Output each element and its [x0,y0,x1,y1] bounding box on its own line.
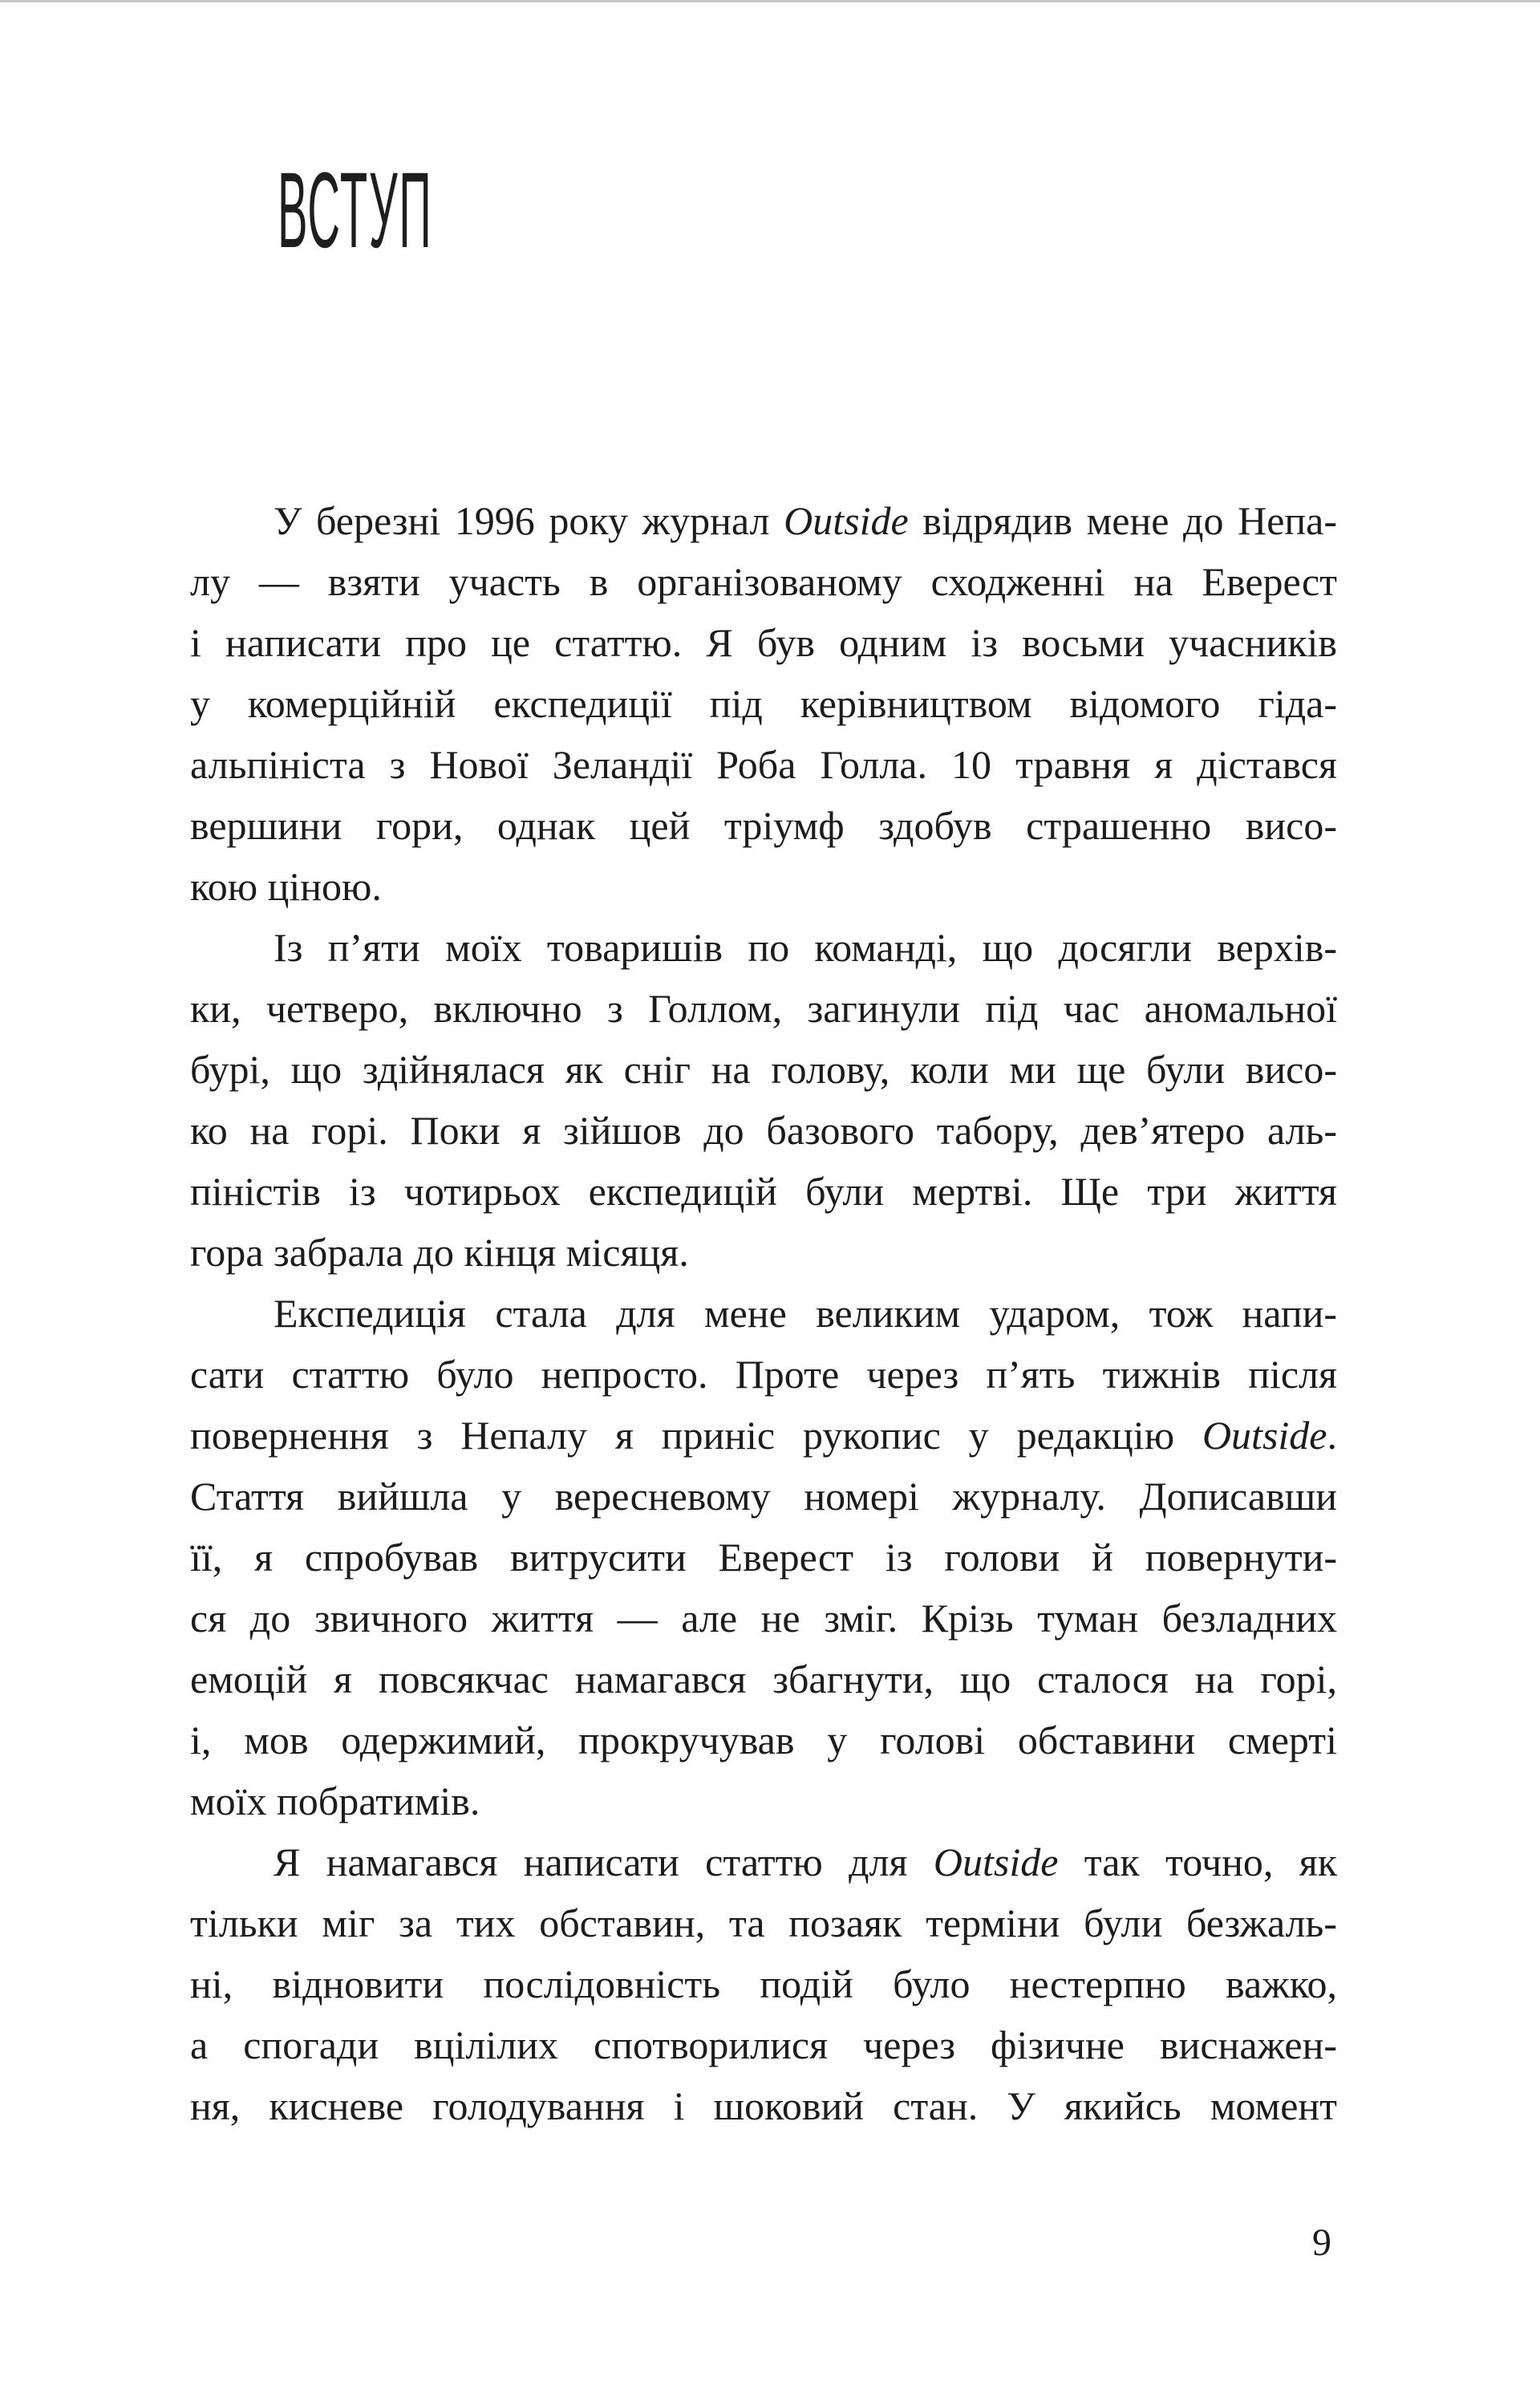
text-line [190,1527,1337,1588]
text-line [190,1039,1337,1100]
text-segment: бурі, що здійнялася як сніг на голову, коли ми ще були висо- [190,1047,1337,1092]
text-segment: У березні 1996 року журнал [274,498,784,543]
text-line [190,1100,1337,1161]
page-top-border [0,0,1540,2]
text-line [190,551,1337,612]
text-line [190,917,1337,978]
text-line [190,734,1337,795]
italic-text: Outside [933,1839,1059,1884]
paragraph [190,917,1337,1283]
text-segment: і написати про це статтю. Я був одним із восьми учасників [190,620,1337,665]
chapter-title: ВСТУП [278,151,433,270]
text-segment: кою ціною. [190,864,382,909]
paragraph [190,1831,1337,2136]
text-segment: ки, четверо, включно з Голлом, загинули під час аномальної [190,986,1337,1031]
text-line [190,1344,1337,1405]
text-segment: повернення з Непалу я приніс рукопис у редакцію [190,1413,1202,1458]
text-segment: ко на горі. Поки я зійшов до базового табору, дев’ятеро аль- [190,1108,1337,1153]
text-segment: ня, кисневе голодування і шоковий стан. У якийсь момент [190,2083,1337,2128]
text-segment: ся до звичного життя — але не зміг. Крізь туман безладних [190,1596,1337,1641]
text-segment: відрядив мене до Непа- [908,498,1337,543]
page-number: 9 [1312,2221,1331,2264]
text-line [190,490,1337,551]
text-line [190,1466,1337,1527]
text-line [190,612,1337,673]
italic-text: Outside [784,498,909,543]
text-line [190,673,1337,734]
text-segment: Стаття вийшла у вересневому номері журналу. Дописавши [190,1474,1337,1519]
text-segment: так точно, як [1058,1839,1337,1884]
text-segment: Експедиція стала для мене великим ударом, тож напи- [274,1291,1337,1336]
text-segment: емоцій я повсякчас намагався збагнути, що сталося на горі, [190,1657,1337,1702]
text-segment: її, я спробував витрусити Еверест із голови й повернути- [190,1535,1337,1580]
text-line [190,1161,1337,1222]
text-line [190,1588,1337,1649]
text-line [190,1405,1337,1466]
body-text [190,490,1337,2136]
text-segment: піністів із чотирьох експедицій були мертві. Ще три життя [190,1169,1337,1214]
text-segment: ні, відновити послідовність подій було нестерпно важко, [190,1961,1337,2006]
text-line [190,1222,1337,1283]
text-line [190,1953,1337,2014]
text-line [190,1831,1337,1892]
text-line [190,795,1337,856]
text-line [190,1710,1337,1771]
text-segment: і, мов одержимий, прокручував у голові обставини смерті [190,1718,1337,1762]
paragraph [190,1283,1337,1831]
italic-text: Outside [1202,1413,1327,1458]
text-segment: гора забрала до кінця місяця. [190,1230,689,1275]
text-line [190,856,1337,917]
text-segment: а спогади вцілілих спотворилися через фізичне виснажен- [190,2022,1337,2067]
paragraph [190,490,1337,917]
text-line [190,2014,1337,2075]
text-segment: вершини гори, однак цей тріумф здобув страшенно висо- [190,803,1337,848]
text-line [190,1892,1337,1953]
text-segment: моїх побратимів. [190,1779,480,1823]
text-segment: Із п’яти моїх товаришів по команді, що досягли верхів- [274,925,1337,970]
text-segment: альпініста з Нової Зеландії Роба Голла. 10 травня я дістався [190,742,1337,787]
text-line [190,2075,1337,2136]
text-segment: Я намагався написати статтю для [274,1839,934,1884]
text-segment: тільки міг за тих обставин, та позаяк терміни були безжаль- [190,1900,1337,1945]
text-segment: . [1327,1413,1337,1458]
text-line [190,978,1337,1039]
text-line [190,1771,1337,1831]
text-segment: сати статтю було непросто. Проте через п’ять тижнів після [190,1352,1337,1397]
text-line [190,1283,1337,1344]
text-line [190,1649,1337,1710]
text-segment: у комерційній експедиції під керівництвом відомого гіда- [190,681,1337,726]
text-segment: лу — взяти участь в організованому сходженні на Еверест [190,559,1337,604]
